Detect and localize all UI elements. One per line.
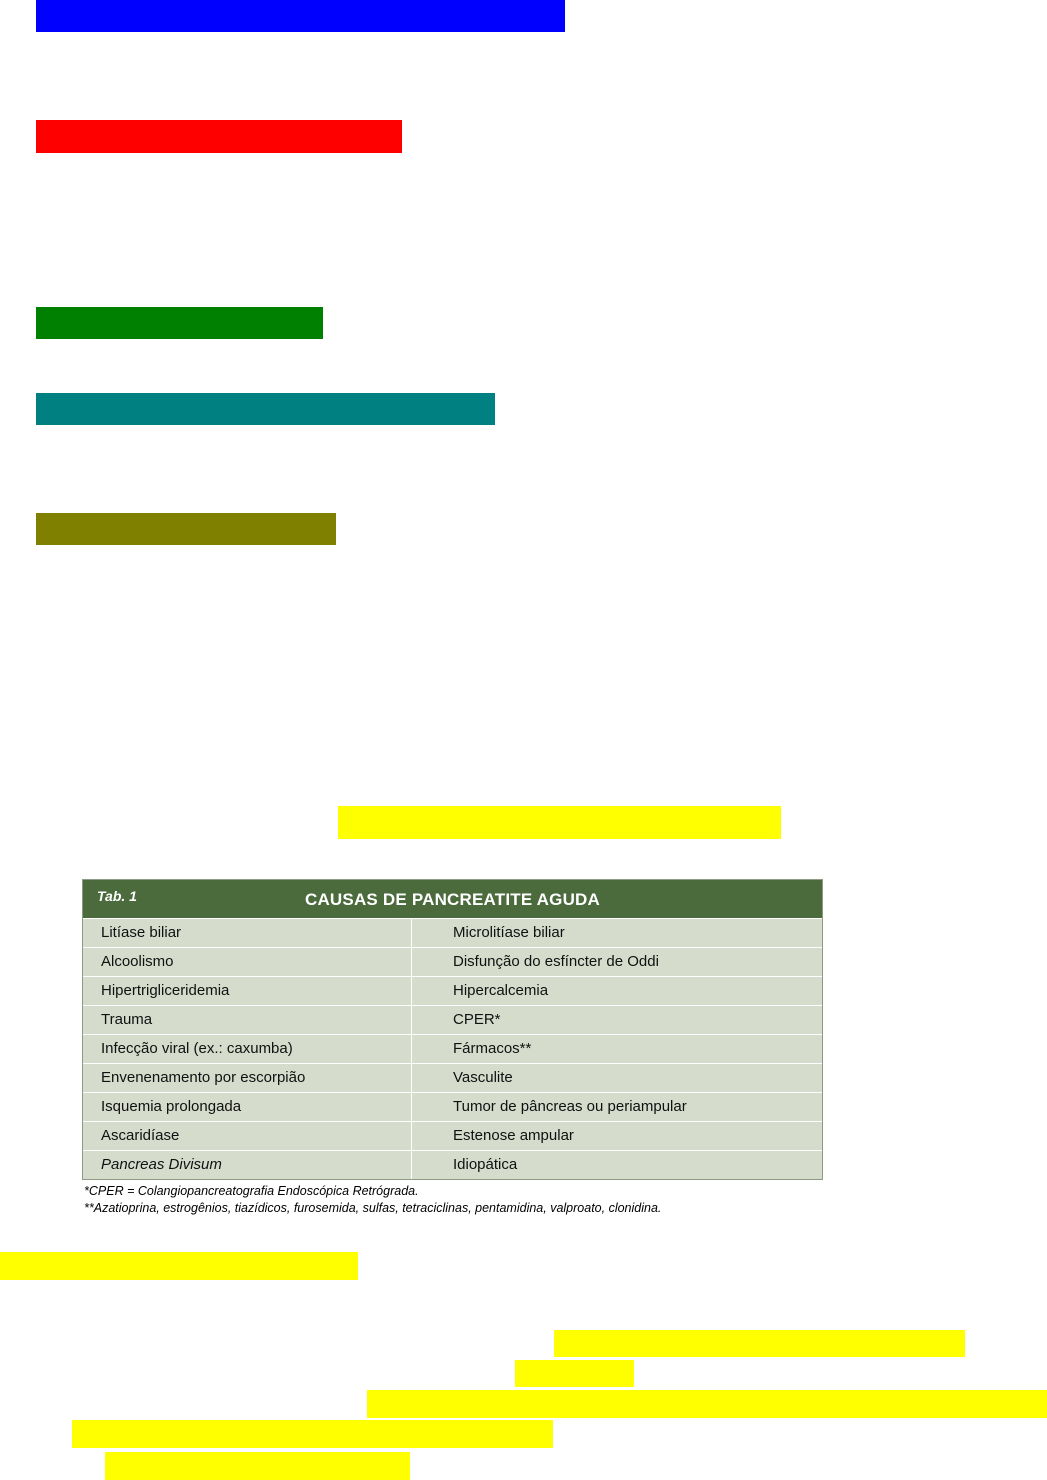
table-tab-label: Tab. 1 [97, 888, 137, 904]
table-header [83, 880, 822, 918]
causes-table [82, 879, 823, 1180]
table-body [83, 918, 822, 1179]
highlight-block [515, 1360, 634, 1387]
table-cell-left: Alcoolismo [83, 948, 412, 976]
table-row [83, 918, 822, 947]
footnote-drugs: **Azatioprina, estrogênios, tiazídicos, furosemida, sulfas, tetraciclinas, pentamidina, valproato, clonidina. [84, 1201, 662, 1215]
table-cell-left: Hipertrigliceridemia [83, 977, 412, 1005]
table-cell-left: Isquemia prolongada [83, 1093, 412, 1121]
table-row [83, 1005, 822, 1034]
footnote-cper: *CPER = Colangiopancreatografia Endoscópica Retrógrada. [84, 1184, 419, 1198]
table-cell-left: Ascaridíase [83, 1122, 412, 1150]
table-cell-right: Vasculite [453, 1069, 513, 1086]
table-cell-left: Envenenamento por escorpião [83, 1064, 412, 1092]
table-row [83, 1034, 822, 1063]
table-cell-right: Hipercalcemia [453, 982, 549, 999]
redaction-bar-green [36, 307, 323, 339]
highlight-block [0, 1252, 358, 1280]
table-cell-left: Pancreas Divisum [83, 1151, 412, 1179]
table-cell-left: Infecção viral (ex.: caxumba) [83, 1035, 412, 1063]
table-row [83, 1121, 822, 1150]
redaction-bar-blue [36, 0, 565, 32]
table-cell-left: Trauma [83, 1006, 412, 1034]
highlight-block [72, 1420, 553, 1448]
table-cell-right: Fármacos** [453, 1040, 532, 1057]
table-row [83, 1063, 822, 1092]
redaction-bar-olive [36, 513, 336, 545]
table-row [83, 1092, 822, 1121]
table-footnotes [84, 1183, 661, 1217]
table-cell-right: Tumor de pâncreas ou periampular [453, 1098, 687, 1115]
table-cell-right: Microlitíase biliar [453, 924, 565, 941]
table-row [83, 947, 822, 976]
table-cell-right: Idiopática [453, 1156, 518, 1173]
redaction-bar-teal [36, 393, 495, 425]
highlight-block [367, 1390, 1047, 1418]
redaction-bar-red [36, 120, 402, 153]
highlight-block [338, 806, 781, 839]
table-cell-right: CPER* [453, 1011, 501, 1028]
table-title: CAUSAS DE PANCREATITE AGUDA [304, 890, 601, 909]
table-cell-right: Disfunção do esfíncter de Oddi [453, 953, 659, 970]
table-cell-left: Litíase biliar [83, 919, 412, 947]
table-cell-right: Estenose ampular [453, 1127, 574, 1144]
table-row [83, 976, 822, 1005]
highlight-block [554, 1330, 965, 1357]
highlight-block [105, 1452, 410, 1480]
table-row [83, 1150, 822, 1179]
